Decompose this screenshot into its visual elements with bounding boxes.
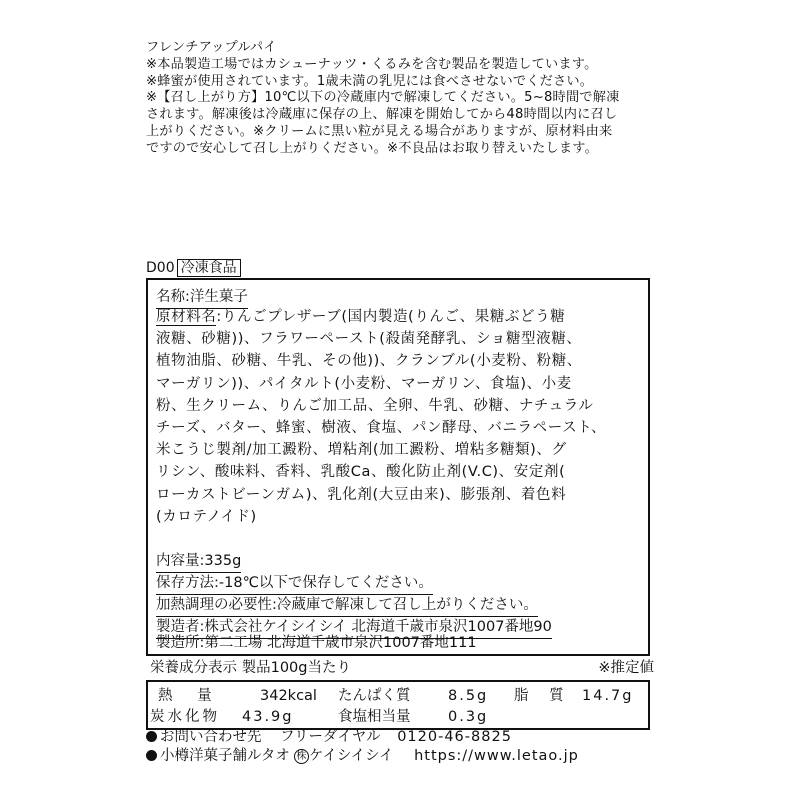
salt-label: 食塩相当量	[338, 709, 411, 725]
maker-value: 株式会社ケイシイシイ 北海道千歳市泉沢1007番地90	[204, 619, 552, 635]
estimate-note: ※推定値	[598, 660, 654, 676]
nutrition-title: 栄養成分表示 製品100g当たり	[150, 660, 351, 676]
protein-value: 8.5g	[448, 688, 489, 704]
note-line: ※【召し上がり方】10℃以下の冷蔵庫内で解凍してください。5~8時間で解凍	[146, 90, 620, 106]
product-name: フレンチアップルパイ	[146, 40, 277, 55]
note-line: ですので安心して召し上がりください。※不良品はお取り替えいたします。	[146, 140, 598, 156]
plant-row: 製造所:第二工場 北海道千歳市泉沢1007番地111	[156, 632, 477, 655]
ingredients-line: 液糖、砂糖))、フラワーペースト(殺菌発酵乳、ショ糖型液糖、	[156, 331, 582, 348]
nutrition-header	[150, 658, 654, 678]
energy-value: 342kcal	[260, 688, 317, 704]
product-notes	[146, 40, 666, 158]
company-name: ケイシイシイ	[308, 748, 394, 764]
footer	[146, 728, 579, 766]
energy-label: 熱 量	[158, 688, 222, 704]
ingredients-line: りんごプレザーブ(国内製造(りんご、果糖ぶどう糖	[221, 309, 566, 325]
phone-number: 0120-46-8825	[397, 729, 512, 745]
content-key: 内容量	[156, 553, 200, 569]
ingredients-key: 原材料名	[156, 309, 217, 325]
plant-key: 製造所	[156, 635, 200, 651]
contact-line	[146, 728, 579, 747]
note-line: ※蜂蜜が使用されています。1歳未満の乳児には食べさせないでください。	[146, 73, 594, 89]
ingredients-line: 植物油脂、砂糖、牛乳、その他))、クランブル(小麦粉、粉糖、	[156, 353, 582, 370]
note-line: 上がりください。※クリームに黒い粒が見える場合がありますが、原材料由来	[146, 123, 613, 139]
ingredients-block: 原材料名:りんごプレザーブ(国内製造(りんご、果糖ぶどう糖 液糖、砂糖))、フラワーペースト(殺菌発酵乳、ショ糖型液糖、 植物油脂、砂糖、牛乳、その他))、クランブル(小麦粉、粉糖、 マーガリン))、パイタルト(小麦粉、マーガリン、食塩)、小麦 粉、生クリーム、りんご加工品、全卵、牛乳、砂糖、ナチュラル チーズ、バター、蜂蜜、樹液、食塩、パン酵母、バニラペースト、 米こうじ製剤/加工澱粉、増粘剤(加工澱粉、増粘多糖類)、グ リシン、酸味料、香料、乳酸Ca、酸化防止剤(V.C)、安定剤( ローカストビーンガム)、乳化剤(大豆由来)、膨張剤、着色料 (カロテノイド)	[156, 306, 640, 528]
nutrition-table	[146, 680, 650, 730]
ingredients-line: チーズ、バター、蜂蜜、樹液、食塩、パン酵母、バニラペースト、	[156, 420, 607, 437]
storage-value: -18℃以下で保存してください。	[218, 575, 433, 591]
ingredients-line: (カロテノイド)	[156, 508, 257, 525]
bullet-icon	[146, 750, 157, 761]
heating-key: 加熱調理の必要性	[156, 597, 272, 613]
fat-label: 脂 質	[514, 688, 572, 704]
ingredients-line: 粉、生クリーム、りんご加工品、全卵、牛乳、砂糖、ナチュラル	[156, 397, 594, 414]
kabu-mark: 株	[294, 749, 309, 764]
ingredients-line: リシン、酸味料、香料、乳酸Ca、酸化防止剤(V.C)、安定剤(	[156, 464, 566, 481]
note-line: ※本品製造工場ではカシューナッツ・くるみを含む製品を製造しています。	[146, 56, 598, 72]
bullet-icon	[146, 731, 157, 742]
ingredients-line: マーガリン))、パイタルト(小麦粉、マーガリン、食塩)、小麦	[156, 375, 572, 392]
note-line: されます。解凍後は冷蔵庫に保存の上、解凍を開始してから48時間以内に召し	[146, 107, 618, 123]
storage-row: 保存方法:-18℃以下で保存してください。	[156, 572, 433, 595]
website-url: https://www.letao.jp	[414, 748, 579, 764]
storage-key: 保存方法	[156, 575, 214, 591]
ingredients-line: ローカストビーンガム)、乳化剤(大豆由来)、膨張剤、着色料	[156, 486, 567, 503]
content-value: 335g	[204, 553, 242, 569]
carb-label: 炭水化物	[150, 709, 220, 725]
carb-value: 43.9g	[242, 709, 294, 725]
name-key: 名称	[156, 289, 185, 305]
salt-value: 0.3g	[448, 709, 489, 725]
shop-name: 小樽洋菓子舗ルタオ	[160, 748, 290, 764]
name-row: 名称:洋生菓子	[156, 286, 248, 309]
protein-label: たんぱく質	[338, 688, 411, 704]
label-header	[146, 258, 241, 278]
frozen-food-badge: 冷凍食品	[177, 259, 241, 277]
maker-key: 製造者	[156, 619, 200, 635]
heating-value: 冷蔵庫で解凍して召し上がりください。	[276, 597, 538, 613]
freedial-label: フリーダイヤル	[280, 729, 381, 745]
name-value: 洋生菓子	[189, 289, 248, 305]
heating-row: 加熱調理の必要性:冷蔵庫で解凍して召し上がりください。	[156, 594, 538, 617]
food-label-box	[146, 278, 650, 656]
fat-value: 14.7g	[582, 688, 634, 704]
contact-label: お問い合わせ先	[160, 729, 262, 745]
lot-code: D00	[146, 260, 175, 276]
maker-row: 製造者:株式会社ケイシイシイ 北海道千歳市泉沢1007番地90	[156, 616, 552, 639]
plant-value: 第二工場 北海道千歳市泉沢1007番地111	[204, 635, 477, 651]
content-row: 内容量:335g	[156, 550, 241, 573]
shop-line	[146, 747, 579, 766]
ingredients-line: 米こうじ製剤/加工澱粉、増粘剤(加工澱粉、増粘多糖類)、グ	[156, 442, 567, 459]
